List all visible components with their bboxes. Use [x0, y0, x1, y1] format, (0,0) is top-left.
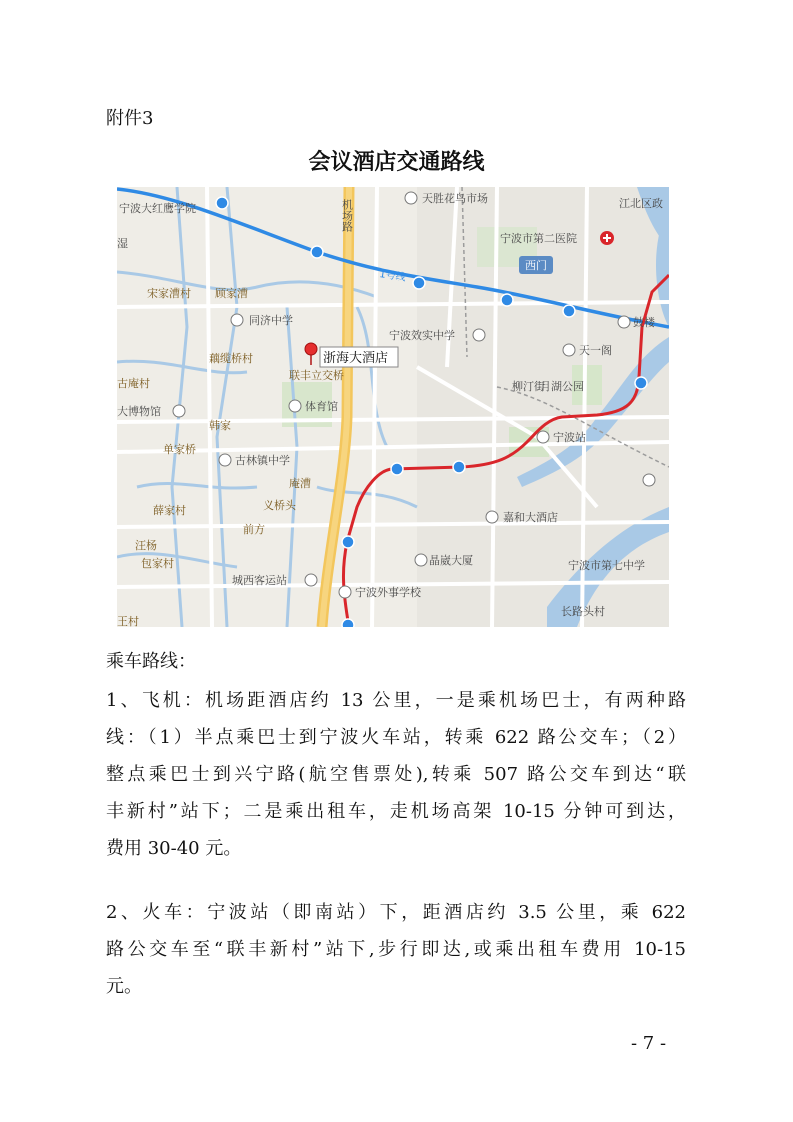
map-label: 鼓楼: [633, 316, 655, 329]
school-icon: [339, 586, 351, 598]
map-label: 联丰立交桥: [289, 369, 344, 382]
text-line: 路公交车至“联丰新村”站下,步行即达,或乘出租车费用 10-15: [106, 939, 686, 960]
map-label: 同济中学: [249, 314, 293, 327]
map-label: 王村: [117, 615, 139, 627]
landmark-icon: [563, 344, 575, 356]
bus-station-icon: [305, 574, 317, 586]
map-label: 湿: [117, 237, 128, 250]
map-label: 宁波市第七中学: [568, 559, 645, 572]
school-icon: [231, 314, 243, 326]
school-icon: [473, 329, 485, 341]
text-line: 线：（1）半点乘巴士到宁波火车站，转乘 622 路公交车；（2）: [106, 727, 686, 748]
map-label: 晶崴大厦: [429, 554, 473, 567]
train-station-icon: [537, 431, 549, 443]
paragraph-train: [106, 894, 686, 1005]
landmark-icon: [618, 316, 630, 328]
map-label: 长路头村: [561, 605, 605, 618]
landmark-icon: [643, 474, 655, 486]
metro-line-label: 1号线: [378, 269, 407, 284]
map-label: 天胜花鸟市场: [422, 192, 488, 205]
building-icon: [415, 554, 427, 566]
map-label: 机场路: [340, 199, 354, 232]
map-label: 天一阁: [579, 344, 612, 357]
map-label: 宁波大红鹰学院: [119, 202, 196, 215]
map-label: 庵漕: [289, 477, 311, 490]
map-label: 汪杨: [135, 539, 157, 552]
map-label: 义桥头: [263, 499, 296, 512]
map-label: 大博物馆: [117, 405, 161, 418]
paragraph-flight: [106, 682, 686, 867]
page-title: 会议酒店交通路线: [308, 150, 485, 175]
market-icon: [405, 192, 417, 204]
route-map: [117, 187, 669, 627]
stadium-icon: [289, 400, 301, 412]
map-label: 宁波市第二医院: [500, 232, 577, 245]
map-label: 薛家村: [153, 504, 186, 517]
museum-icon: [173, 405, 185, 417]
hotel-name: 浙海大酒店: [323, 351, 389, 366]
map-label: 城西客运站: [232, 574, 287, 587]
text-line: 费用 30-40 元。: [106, 838, 242, 859]
text-line: 整点乘巴士到兴宁路(航空售票处),转乘 507 路公交车到达“联: [106, 764, 686, 785]
text-line: 2、火车：宁波站（即南站）下，距酒店约 3.5 公里，乘 622: [106, 902, 686, 923]
map-label: 古庵村: [117, 377, 150, 390]
map-label: 韩家: [209, 419, 231, 432]
attachment-label: 附件3: [106, 108, 154, 129]
map-label: 宁波外事学校: [355, 586, 421, 599]
map-label: 体育馆: [305, 400, 338, 413]
map-label: 嘉和大酒店: [503, 511, 558, 524]
school-icon: [219, 454, 231, 466]
text-line: 元。: [106, 976, 142, 997]
hotel-icon: [486, 511, 498, 523]
map-label: 宋家漕村: [147, 287, 191, 300]
text-line: 1、飞机：机场距酒店约 13 公里，一是乘机场巴士，有两种路: [106, 690, 686, 711]
map-label: 宁波效实中学: [389, 329, 455, 342]
section-title: 乘车路线：: [106, 651, 196, 672]
map-label: 江北区政: [619, 197, 663, 210]
map-label: 古林镇中学: [235, 454, 290, 467]
map-label: 包家村: [141, 557, 174, 570]
map-label: 月湖公园: [540, 380, 584, 393]
map-label: 单家桥: [163, 443, 196, 456]
station-badge: 西门: [525, 259, 547, 272]
map-label: 顾家漕: [215, 287, 248, 300]
map-label: 藕缆桥村: [209, 352, 253, 365]
map-label: 宁波站: [553, 431, 586, 444]
page-number: - 7 -: [631, 1033, 667, 1054]
text-line: 丰新村”站下；二是乘出租车，走机场高架 10-15 分钟可到达，: [106, 801, 686, 822]
map-label: 前方: [243, 523, 265, 536]
map-label: 柳汀街: [512, 380, 545, 393]
